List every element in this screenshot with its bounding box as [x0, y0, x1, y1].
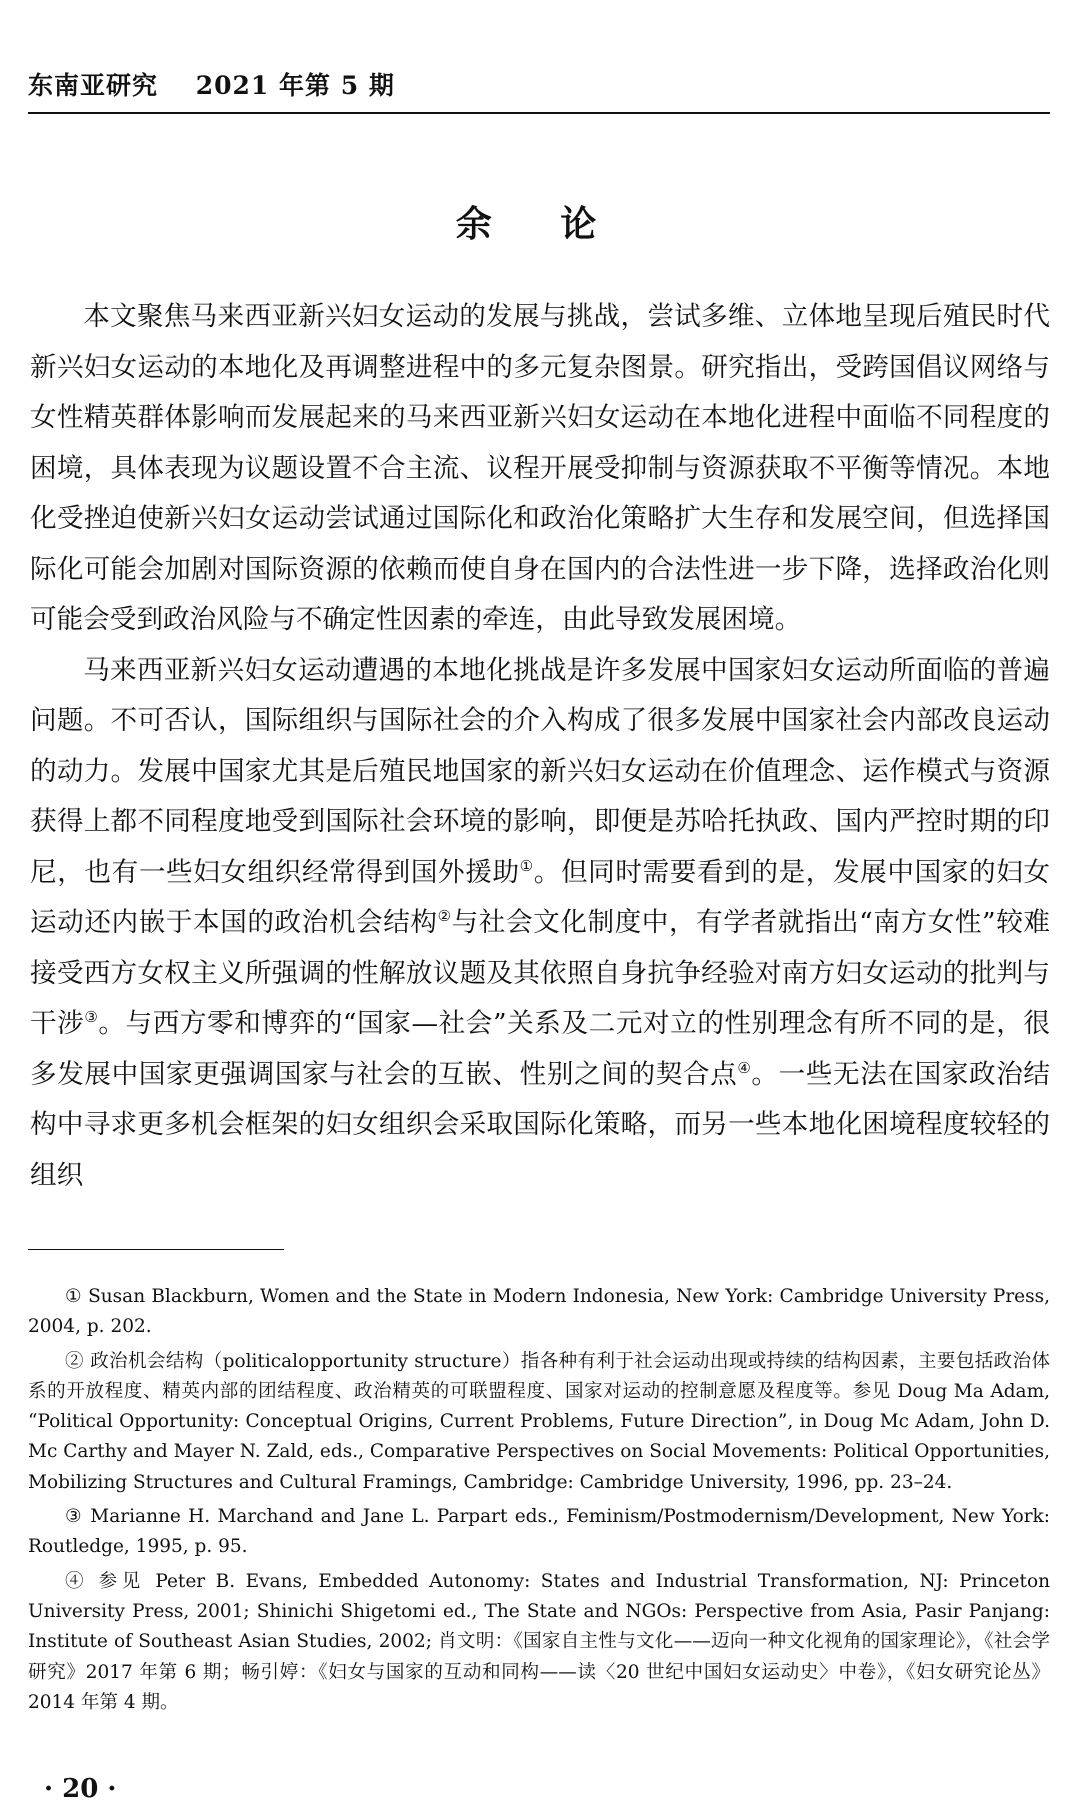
footnote-1: ① Susan Blackburn, Women and the State in Modern Indonesia, New York: Cambridge University Press, 2004, p. 202. — [28, 1286, 1050, 1338]
footnote-ref-2[interactable]: ② — [437, 907, 452, 926]
paragraph-2 — [30, 646, 1050, 1202]
paragraph-2-part-1: 马来西亚新兴妇女运动遭遇的本地化挑战是许多发展中国家妇女运动所面临的普遍问题。不可否认，国际组织与国际社会的介入构成了很多发展中国家社会内部改良运动的动力。发展中国家尤其是后殖民地国家的新兴妇女运动在价值理念、运作模式与资源获得上都不同程度地受到国际社会环境的影响，即便是苏哈托执政、国内严控时期的印尼，也有一些妇女组织经常得到国外援助 — [30, 654, 1050, 888]
body-text — [30, 292, 1050, 1201]
paragraph-2-part-4: 。与西方零和博弈的“国家—社会”关系及二元对立的性别理念有所不同的是，很多发展中国家更强调国家与社会的互嵌、性别之间的契合点 — [30, 1008, 1050, 1090]
paragraph-1: 本文聚焦马来西亚新兴妇女运动的发展与挑战，尝试多维、立体地呈现后殖民时代新兴妇女运动的本地化及再调整进程中的多元复杂图景。研究指出，受跨国倡议网络与女性精英群体影响而发展起来的马来西亚新兴妇女运动在本地化进程中面临不同程度的困境，具体表现为议题设置不合主流、议程开展受抑制与资源获取不平衡等情况。本地化受挫迫使新兴妇女运动尝试通过国际化和政治化策略扩大生存和发展空间，但选择国际化可能会加剧对国际资源的依赖而使自身在国内的合法性进一步下降，选择政治化则可能会受到政治风险与不确定性因素的牵连，由此导致发展困境。 — [30, 301, 1050, 635]
paragraph-2-part-3: 与社会文化制度中，有学者就指出“南方女性”较难接受西方女权主义所强调的性解放议题及其依照自身抗争经验对南方妇女运动的批判与干涉 — [30, 907, 1050, 1039]
journal-name: 东南亚研究 — [28, 71, 159, 100]
footnotes — [28, 1282, 1050, 1722]
footnote-2: ② 政治机会结构（politicalopportunity structure）指各种有利于社会运动出现或持续的结构因素，主要包括政治体系的开放程度、精英内部的团结程度、政治精英的可联盟程度、国家对运动的控制意愿及程度等。参见 Doug Ma Adam, “Political Opportunity: Conceptual Origins, Current Problems, Future Direction”, in Doug Mc Adam, John D. Mc Carthy and Mayer N. Zald, eds., Comparative Perspectives on Social Movements: Political Opportunities, Mobilizing Structures and Cultural Framings, Cambridge: Cambridge University, 1996, pp. 23–24. — [28, 1350, 1050, 1493]
running-header — [28, 66, 1050, 114]
footnote-ref-3[interactable]: ③ — [84, 1008, 99, 1027]
section-title: 余 论 — [455, 203, 625, 245]
page-number: · 20 · — [44, 1774, 117, 1804]
footnote-4: ④ 参见 Peter B. Evans, Embedded Autonomy: States and Industrial Transformation, NJ: Princeton University Press, 2001; Shinichi Shigetomi ed., The State and NGOs: Perspective from Asia, Pasir Panjang: Institute of Southeast Asian Studies, 2002; 肖文明：《国家自主性与文化——迈向一种文化视角的国家理论》，《社会学研究》2017 年第 6 期；畅引婷：《妇女与国家的互动和同构——读〈20 世纪中国妇女运动史〉中卷》，《妇女研究论丛》2014 年第 4 期。 — [28, 1570, 1050, 1713]
footnote-ref-1[interactable]: ① — [519, 856, 534, 875]
issue-label: 2021 年第 5 期 — [195, 71, 395, 100]
footnote-3: ③ Marianne H. Marchand and Jane L. Parpart eds., Feminism/Postmodernism/Development, New York: Routledge, 1995, p. 95. — [28, 1506, 1050, 1558]
paragraph-2-part-5: 。一些无法在国家政治结构中寻求更多机会框架的妇女组织会采取国际化策略，而另一些本地化困境程度较轻的组织 — [30, 1058, 1051, 1191]
footnote-ref-4[interactable]: ④ — [737, 1058, 752, 1077]
paragraph-2-part-2: 。但同时需要看到的是，发展中国家的妇女运动还内嵌于本国的政治机会结构 — [30, 856, 1050, 938]
footnote-divider — [28, 1249, 284, 1250]
